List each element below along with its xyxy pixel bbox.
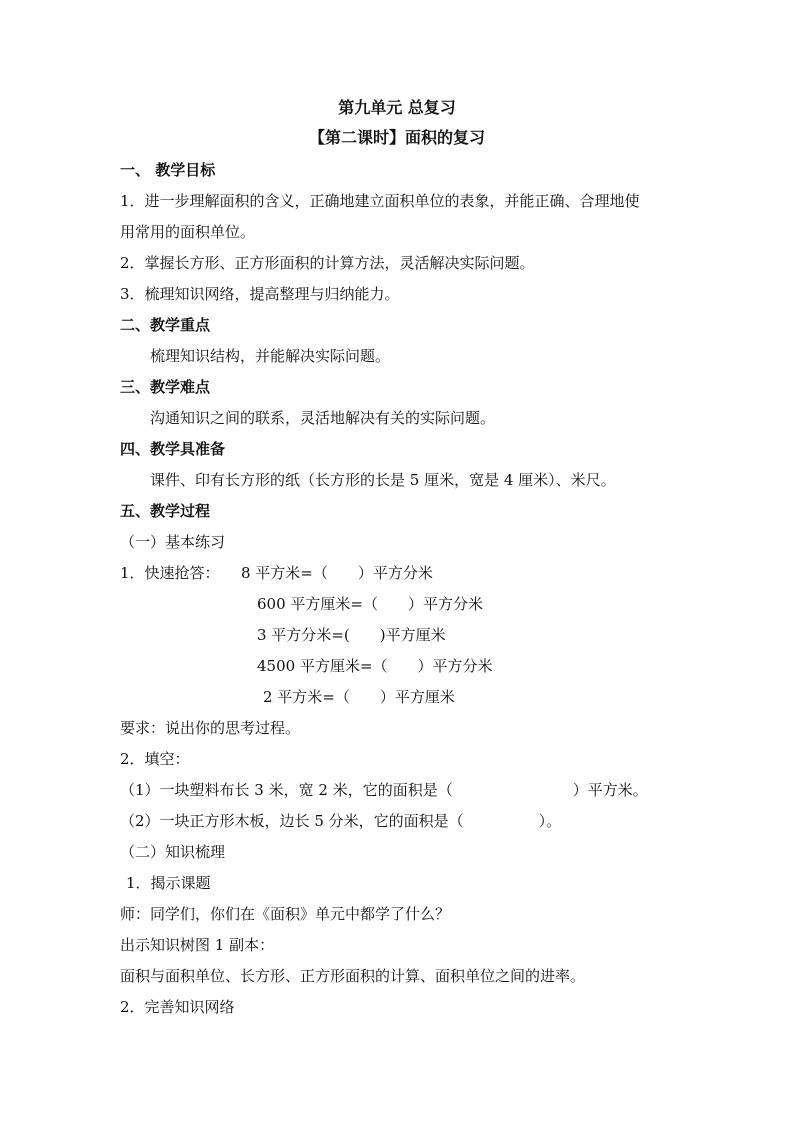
quick-answer-line: 600 平方厘米=（ ）平方分米 — [257, 595, 483, 613]
objective-line: 2．掌握长方形、正方形面积的计算方法，灵活解决实际问题。 — [120, 254, 535, 272]
part-basic-practice: （一）基本练习 — [120, 533, 226, 551]
step-reveal-topic: 1．揭示课题 — [126, 874, 211, 892]
quick-answer-line: 2 平方米=（ ）平方厘米 — [263, 688, 455, 706]
heading-process: 五、教学过程 — [120, 502, 211, 520]
fill-blank-question: （1）一块塑料布长 3 米，宽 2 米，它的面积是（ ）平方米。 — [120, 781, 648, 799]
show-knowledge-tree: 出示知识树图 1 副本： — [120, 936, 275, 954]
objective-line: 3．梳理知识网络，提高整理与归纳能力。 — [120, 285, 400, 303]
heading-key-points: 二、教学重点 — [120, 316, 211, 334]
fill-blank-question: （2）一块正方形木板，边长 5 分米，它的面积是（ ）。 — [120, 812, 562, 830]
materials-text: 课件、印有长方形的纸（长方形的长是 5 厘米，宽是 4 厘米）、米尺。 — [150, 471, 616, 489]
fill-blank-label: 2．填空： — [120, 750, 190, 768]
heading-materials: 四、教学具准备 — [120, 440, 226, 458]
step-improve-network: 2．完善知识网络 — [120, 998, 235, 1016]
difficulties-text: 沟通知识之间的联系，灵活地解决有关的实际问题。 — [150, 409, 496, 427]
part-knowledge-review: （二）知识梳理 — [120, 843, 226, 861]
quick-answer-line: 8 平方米=（ ）平方分米 — [241, 564, 433, 582]
teacher-question: 师：同学们，你们在《面积》单元中都学了什么？ — [120, 905, 451, 923]
document-title: 第九单元 总复习 — [338, 98, 456, 117]
quick-answer-line: 4500 平方厘米=（ ）平方分米 — [257, 657, 493, 675]
document-subtitle: 【第二课时】面积的复习 — [308, 128, 485, 147]
objective-line: 1．进一步理解面积的含义，正确地建立面积单位的表象，并能正确、合理地使 — [120, 192, 640, 210]
requirement-text: 要求：说出你的思考过程。 — [120, 719, 301, 737]
heading-difficulties: 三、教学难点 — [120, 378, 211, 396]
knowledge-summary: 面积与面积单位、长方形、正方形面积的计算、面积单位之间的进率。 — [120, 967, 586, 985]
quick-answer-line: 3 平方分米=( )平方厘米 — [257, 626, 446, 644]
objective-line: 用常用的面积单位。 — [120, 223, 256, 241]
heading-objectives: 一、 教学目标 — [120, 161, 216, 179]
quick-answer-label: 1．快速抢答： — [120, 564, 220, 582]
key-points-text: 梳理知识结构，并能解决实际问题。 — [150, 347, 391, 365]
